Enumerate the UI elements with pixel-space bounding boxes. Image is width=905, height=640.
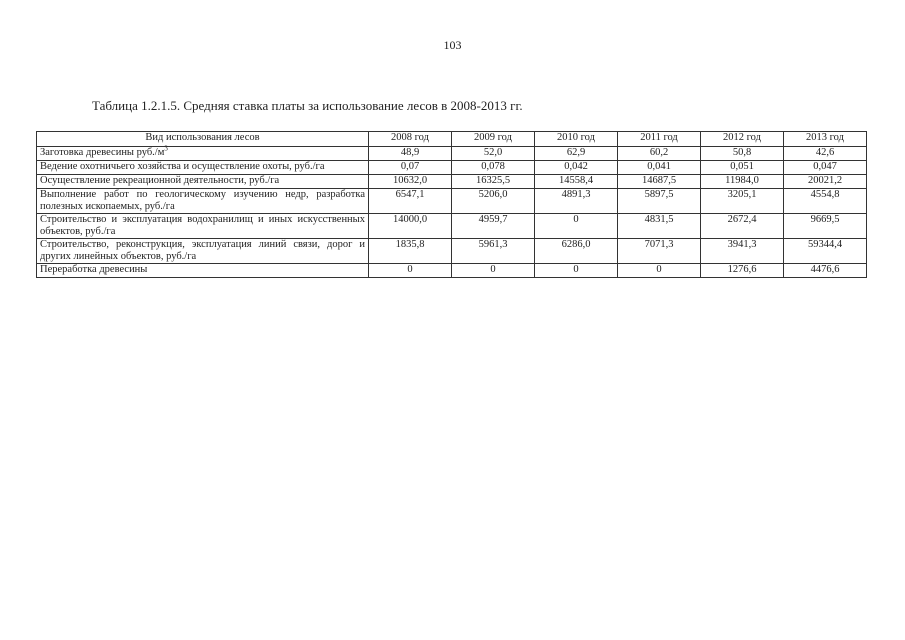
table-row	[37, 239, 867, 264]
header-year: 2011 год	[618, 132, 701, 147]
cell-value: 59344,4	[784, 239, 867, 264]
row-label-text: Осуществление рекреационной деятельности, руб./га	[40, 175, 280, 186]
cell-value: 6547,1	[369, 189, 452, 214]
cell-value: 3205,1	[701, 189, 784, 214]
cell-value: 2672,4	[701, 214, 784, 239]
table-row	[37, 161, 867, 175]
cell-value: 0,051	[701, 161, 784, 175]
cell-value: 4891,3	[535, 189, 618, 214]
cell-value: 0,078	[452, 161, 535, 175]
table-caption: Таблица 1.2.1.5. Средняя ставка платы за использование лесов в 2008-2013 гг.	[92, 98, 523, 113]
cell-value: 5206,0	[452, 189, 535, 214]
cell-value: 7071,3	[618, 239, 701, 264]
cell-value: 10632,0	[369, 175, 452, 189]
forest-fee-table	[36, 131, 867, 278]
cell-value: 4554,8	[784, 189, 867, 214]
header-year: 2008 год	[369, 132, 452, 147]
row-label	[37, 189, 369, 214]
table-header-row	[37, 132, 867, 147]
row-label-text: Строительство и эксплуатация водохранилищ и иных искусственных объектов, руб./га	[40, 214, 365, 237]
cell-value: 60,2	[618, 147, 701, 161]
cell-value: 48,9	[369, 147, 452, 161]
row-label-text: Переработка древесины	[40, 264, 148, 275]
cell-value: 14000,0	[369, 214, 452, 239]
row-label	[37, 239, 369, 264]
cell-value: 3941,3	[701, 239, 784, 264]
table-row	[37, 264, 867, 278]
cell-value: 0	[618, 264, 701, 278]
cell-value: 9669,5	[784, 214, 867, 239]
cell-value: 11984,0	[701, 175, 784, 189]
cell-value: 62,9	[535, 147, 618, 161]
cell-value: 4959,7	[452, 214, 535, 239]
row-label	[37, 214, 369, 239]
table-row	[37, 189, 867, 214]
cell-value: 1276,6	[701, 264, 784, 278]
table-row	[37, 147, 867, 161]
cell-value: 0,042	[535, 161, 618, 175]
row-label	[37, 175, 369, 189]
row-label	[37, 144, 369, 161]
cell-value: 16325,5	[452, 175, 535, 189]
row-label-text: Ведение охотничьего хозяйства и осуществление охоты, руб./га	[40, 161, 325, 172]
row-label-text: Выполнение работ по геологическому изучению недр, разработка полезных ископаемых, руб./га	[40, 189, 365, 212]
cell-value: 0,047	[784, 161, 867, 175]
unit-superscript: 3	[164, 144, 168, 153]
table-row	[37, 175, 867, 189]
page-number: 103	[443, 38, 462, 52]
header-year: 2012 год	[701, 132, 784, 147]
table-row	[37, 214, 867, 239]
header-year: 2013 год	[784, 132, 867, 147]
cell-value: 4476,6	[784, 264, 867, 278]
cell-value: 0	[452, 264, 535, 278]
cell-value: 5961,3	[452, 239, 535, 264]
cell-value: 4831,5	[618, 214, 701, 239]
row-label-text: Строительство, реконструкция, эксплуатация линий связи, дорог и других линейных объектов, руб./га	[40, 239, 365, 262]
cell-value: 42,6	[784, 147, 867, 161]
cell-value: 50,8	[701, 147, 784, 161]
table-body	[37, 144, 867, 278]
cell-value: 0,041	[618, 161, 701, 175]
header-year: 2010 год	[535, 132, 618, 147]
cell-value: 0	[535, 264, 618, 278]
cell-value: 0	[535, 214, 618, 239]
cell-value: 1835,8	[369, 239, 452, 264]
cell-value: 52,0	[452, 147, 535, 161]
cell-value: 0,07	[369, 161, 452, 175]
cell-value: 0	[369, 264, 452, 278]
header-year: 2009 год	[452, 132, 535, 147]
header-forest-use: Вид использования лесов	[37, 132, 369, 147]
cell-value: 6286,0	[535, 239, 618, 264]
cell-value: 5897,5	[618, 189, 701, 214]
row-label	[37, 161, 369, 175]
cell-value: 14558,4	[535, 175, 618, 189]
row-label-text: Заготовка древесины руб./м	[40, 147, 165, 158]
row-label	[37, 264, 369, 278]
cell-value: 20021,2	[784, 175, 867, 189]
cell-value: 14687,5	[618, 175, 701, 189]
